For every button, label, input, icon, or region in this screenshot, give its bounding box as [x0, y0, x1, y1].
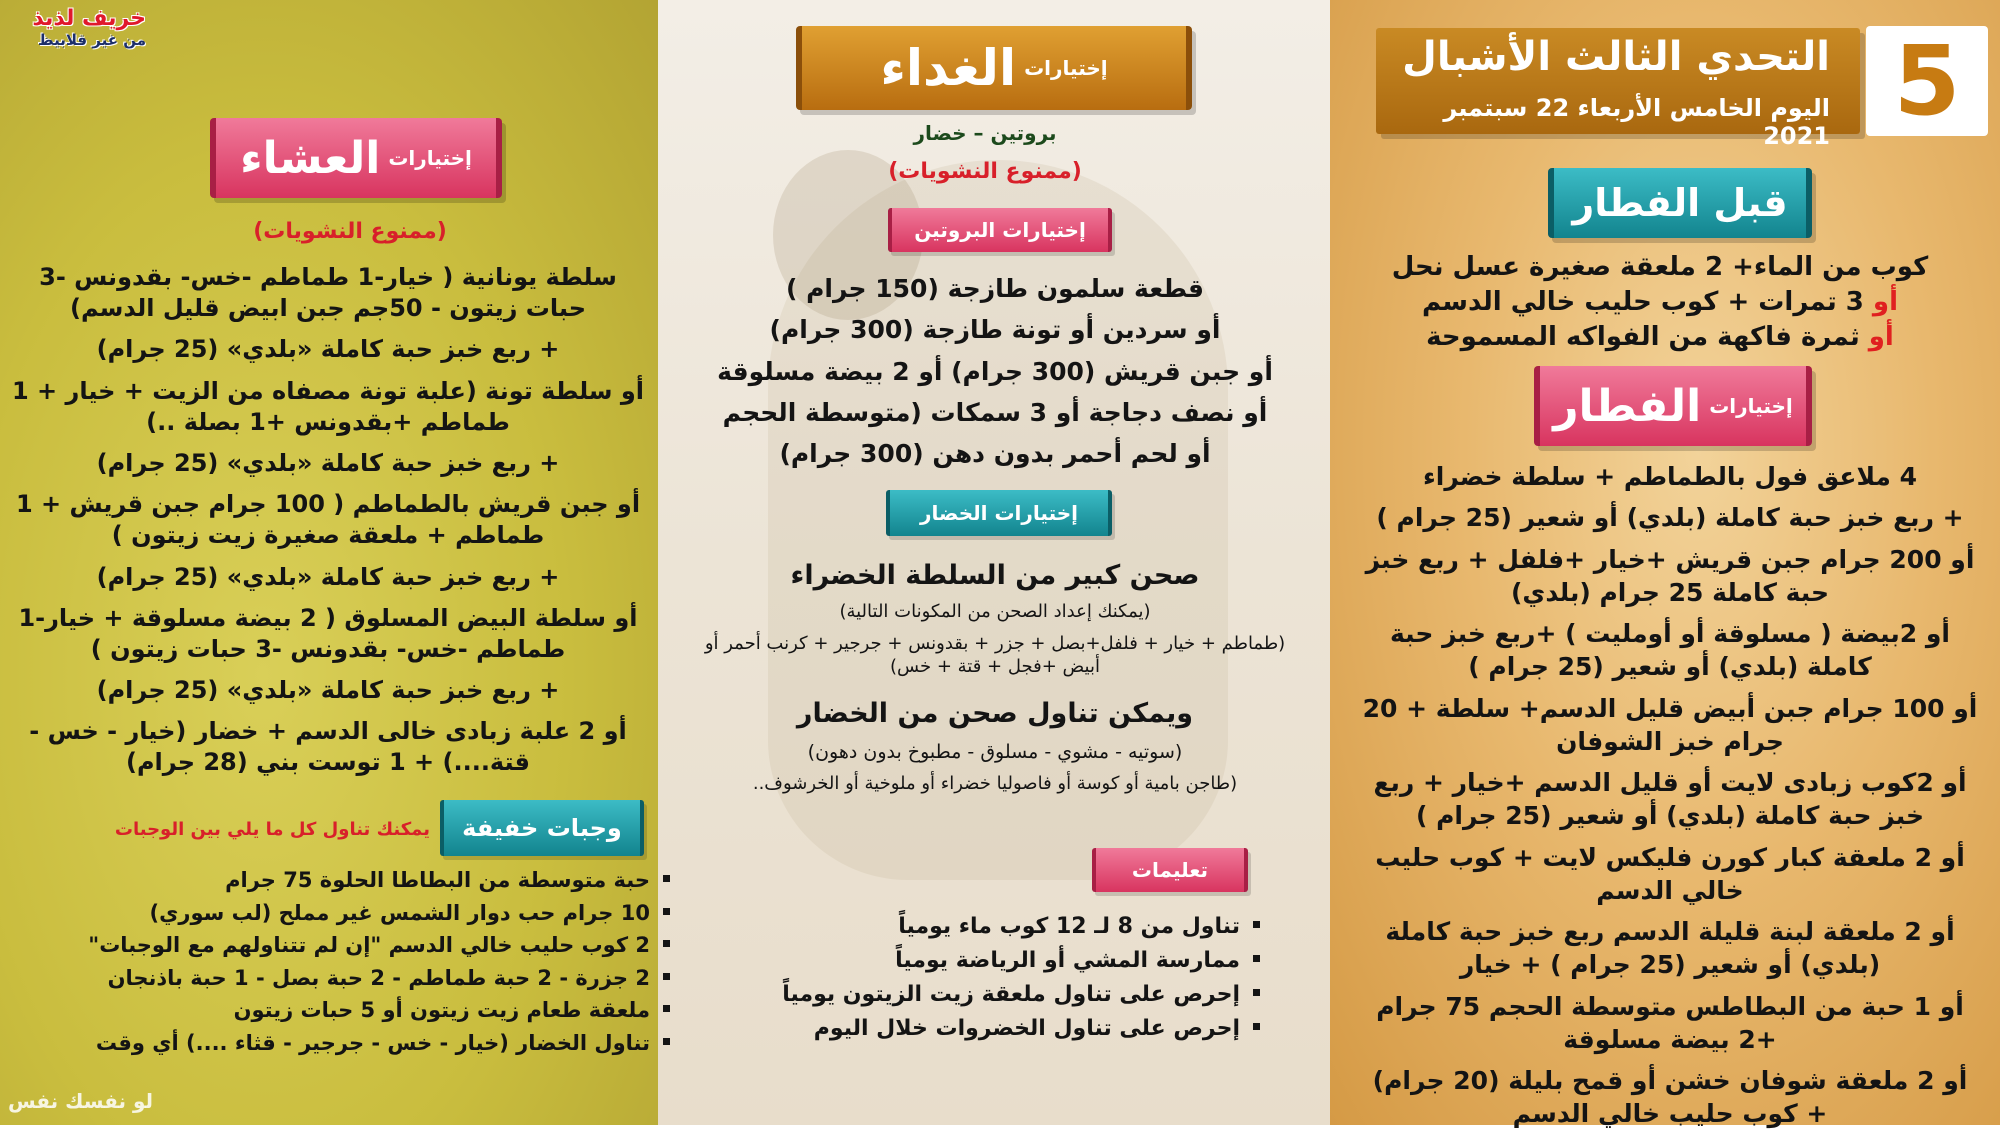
protein-item: أو نصف دجاجة أو 3 سمكات (متوسطة الحجم [722, 397, 1268, 427]
before-breakfast-line: أو 3 تمرات + كوب حليب خالي الدسم [1422, 287, 1898, 318]
instruction-item: تناول من 8 لـ 12 كوب ماء يومياً [730, 910, 1240, 944]
dinner-no-starch: (ممنوع النشويات) [253, 219, 447, 244]
breakfast-banner-small: إختيارات [1709, 394, 1793, 418]
vegetables-banner: إختيارات الخضار [886, 490, 1112, 536]
breakfast-banner [1534, 366, 1812, 446]
snacks-banner: وجبات خفيفة [440, 800, 644, 856]
before-breakfast-banner [1548, 168, 1812, 238]
breakfast-item: + ربع خبز حبة كاملة (بلدي) أو شعير (25 جرام ) [1376, 503, 1964, 533]
protein-item: قطعة سلمون طازجة (150 جرام ) [785, 274, 1205, 303]
breakfast-item: أو 2بيضة ( مسلوقة أو أومليت ) +ربع خبز حبة كاملة (بلدي) أو شعير (25 جرام ) [1390, 619, 1950, 682]
breakfast-banner-big: الفطار [1553, 380, 1702, 432]
brand-logo [6, 6, 146, 49]
protein-banner: إختيارات البروتين [888, 208, 1112, 252]
dinner-item: + ربع خبز حبة كاملة «بلدي» (25 جرام) [96, 676, 560, 705]
instructions-banner: تعليمات [1092, 848, 1248, 892]
challenge-date: اليوم الخامس الأربعاء 22 سبتمبر 2021 [1443, 94, 1830, 150]
dinner-item: أو 2 علبة زبادى خالى الدسم + خضار (خيار - خس - قتة....) + 1 توست بني (28 جرام) [29, 717, 627, 777]
breakfast-item: أو 2كوب زبادى لايت أو قليل الدسم +خيار + ربع خبز حبة كاملة (بلدي) أو شعير (25 جرام ) [1373, 768, 1967, 831]
snacks-note: يمكنك تناول كل ما يلي بين الوجبات [114, 819, 430, 840]
veg-title-2: ويمكن تناول صحن من الخضار [796, 698, 1194, 729]
protein-item: أو لحم أحمر بدون دهن (300 جرام) [779, 439, 1211, 468]
veg-examples: (طاجن بامية أو كوسة أو فاصوليا خضراء أو ملوخية أو الخرشوف.. [752, 773, 1238, 794]
logo-line-1: خريف لذيذ [32, 6, 146, 31]
dinner-item: سلطة يونانية ( خيار-1 طماطم -خس- بقدونس -3 حبات زيتون - 50جم جبن ابيض قليل الدسم) [39, 263, 617, 323]
breakfast-item: أو 200 جرام جبن قريش +خيار +فلفل + ربع خبز حبة كاملة 25 جرام (بلدي) [1365, 544, 1975, 607]
day-number: 5 [1866, 26, 1988, 136]
breakfast-list [1360, 460, 1980, 1131]
snacks-list [40, 864, 672, 1059]
veg-list: (طماطم + خيار + فلفل+بصل + جزر + بقدونس + جرجير + كرنب أحمر أو أبيض +فجل + قتة + خس) [704, 633, 1286, 678]
lunch-no-starch: (ممنوع النشويات) [888, 159, 1082, 184]
lunch-banner [796, 26, 1192, 110]
veg-methods: (سوتيه - مشوي - مسلوق - مطبوخ بدون دهون) [807, 741, 1183, 763]
dinner-item: + ربع خبز حبة كاملة «بلدي» (25 جرام) [96, 335, 560, 364]
dinner-banner-small: إختيارات [388, 146, 472, 170]
before-breakfast-title: قبل الفطار [1572, 181, 1788, 225]
snack-item: حبة متوسطة من البطاطا الحلوة 75 جرام [40, 864, 650, 897]
dinner-item: + ربع خبز حبة كاملة «بلدي» (25 جرام) [96, 448, 560, 477]
instruction-item: إحرص على تناول الخضروات خلال اليوم [730, 1012, 1240, 1046]
protein-item: أو جبن قريش (300 جرام) أو 2 بيضة مسلوقة [717, 356, 1273, 386]
snack-item: ملعقة طعام زيت زيتون أو 5 حبات زيتون [40, 994, 650, 1027]
protein-item: أو سردين أو تونة طازجة (300 جرام) [769, 315, 1221, 345]
snack-item: تناول الخضار (خيار - خس - جرجير - قثاء ....) أي وقت [40, 1027, 650, 1060]
instruction-item: إحرص على تناول ملعقة زيت الزيتون يومياً [730, 978, 1240, 1012]
watermark: لو نفسك نفس [8, 1089, 154, 1113]
dinner-item: أو جبن قريش بالطماطم ( 100 جرام جبن قريش + 1 طماطم + ملعقة صغيرة زيت زيتون ) [15, 490, 641, 550]
veg-title: صحن كبير من السلطة الخضراء [790, 560, 1200, 591]
breakfast-item: أو 2 ملعقة شوفان خشن أو قمح بليلة (20 جرام) + كوب حليب خالي الدسم [1372, 1066, 1968, 1129]
before-breakfast-list [1360, 250, 1960, 355]
before-breakfast-line: كوب من الماء+ 2 ملعقة صغيرة عسل نحل [1391, 252, 1929, 282]
snack-item: 2 جزرة - 2 حبة طماطم - 2 حبة بصل - 1 حبة باذنجان [40, 962, 650, 995]
breakfast-item: أو 2 ملعقة لبنة قليلة الدسم ربع خبز حبة كاملة (بلدي) أو شعير (25 جرام ) + خيار [1385, 917, 1955, 980]
before-breakfast-line: أو ثمرة فاكهة من الفواكه المسموحة [1426, 322, 1894, 353]
breakfast-item: أو 2 ملعقة كبار كورن فليكس لايت + كوب حليب خالي الدسم [1375, 842, 1965, 905]
snack-item: 2 كوب حليب خالي الدسم "إن لم تتناولهم مع الوجبات" [40, 929, 650, 962]
dinner-banner [210, 118, 502, 198]
instructions-list [730, 910, 1262, 1046]
protein-list [700, 268, 1290, 474]
dinner-item: أو سلطة البيض المسلوق ( 2 بيضة مسلوقة + خيار-1 طماطم -خس- بقدونس -3 حبات زيتون ) [18, 603, 638, 663]
instruction-item: ممارسة المشي أو الرياضة يومياً [730, 944, 1240, 978]
lunch-subtitle: بروتين – خضار [913, 121, 1057, 145]
dinner-item: + ربع خبز حبة كاملة «بلدي» (25 جرام) [96, 562, 560, 591]
dinner-item: أو سلطة تونة (علبة تونة مصفاه من الزيت + خيار + 1 طماطم +بقدونس +1 بصلة ..) [12, 376, 644, 436]
dinner-list [10, 262, 646, 779]
breakfast-item: أو 100 جرام جبن أبيض قليل الدسم+ سلطة + 20 جرام خبز الشوفان [1362, 693, 1978, 756]
logo-line-2: من غير قلابيظ [38, 31, 146, 49]
challenge-title: التحدي الثالث الأشبال [1402, 34, 1830, 80]
breakfast-item: 4 ملاعق فول بالطماطم + سلطة خضراء [1422, 462, 1918, 491]
snack-item: 10 جرام حب دوار الشمس غير مملح (لب سوري) [40, 897, 650, 930]
breakfast-item: أو 1 حبة من البطاطس متوسطة الحجم 75 جرام +2 بيضة مسلوقة [1376, 991, 1964, 1054]
veg-note: (يمكنك إعداد الصحن من المكونات التالية) [839, 601, 1151, 622]
lunch-banner-big: الغداء [880, 39, 1017, 97]
dinner-banner-big: العشاء [240, 132, 381, 184]
challenge-header [1376, 28, 1860, 150]
lunch-banner-small: إختيارات [1024, 56, 1108, 80]
